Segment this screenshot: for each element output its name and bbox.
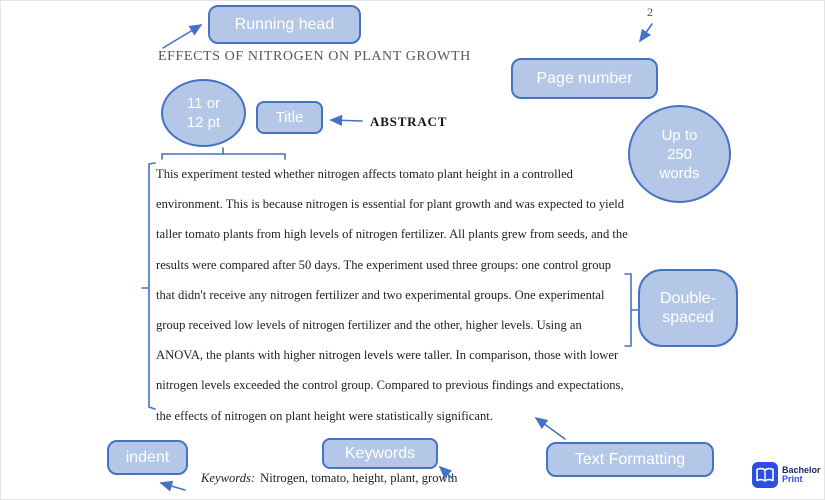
logo-brand-top: Bachelor bbox=[782, 465, 821, 475]
bachelorprint-logo bbox=[751, 461, 821, 489]
arrow-title bbox=[331, 120, 362, 121]
bracket-font-size bbox=[162, 148, 285, 159]
body-line: environment. This is because nitrogen is essential for plant growth and was expected to yield bbox=[156, 197, 625, 212]
callout-indent: indent bbox=[107, 440, 188, 475]
bachelorprint-logo-icon bbox=[751, 461, 779, 489]
callout-word-limit bbox=[628, 105, 731, 203]
body-line: nitrogen levels exceeded the control group. Compared to previous findings and expectations, bbox=[156, 378, 624, 393]
callout-page-number: Page number bbox=[511, 58, 658, 99]
body-line: the effects of nitrogen on plant height were statistically significant. bbox=[156, 408, 493, 423]
callout-running-head: Running head bbox=[208, 5, 361, 44]
callout-text-formatting: Text Formatting bbox=[546, 442, 714, 477]
callout-keywords: Keywords bbox=[322, 438, 438, 469]
body-line: taller tomato plants from high levels of nitrogen fertilizer. All plants grew from seeds, and the bbox=[156, 227, 628, 242]
arrow-running-head bbox=[163, 25, 201, 48]
callout-double-spaced-line: Double- bbox=[659, 290, 717, 307]
body-line: group received low levels of nitrogen fertilizer and the other, higher levels. Using an bbox=[156, 318, 582, 333]
callout-double-spaced bbox=[638, 269, 738, 347]
callout-word-limit-line: 250 bbox=[666, 145, 693, 163]
body-line: that didn't receive any nitrogen fertilizer and two experimental groups. One experimental bbox=[156, 287, 605, 302]
running-head-text: EFFECTS OF NITROGEN ON PLANT GROWTH bbox=[158, 49, 471, 64]
body-line: ANOVA, the plants with higher nitrogen levels were taller. In comparison, those with lower bbox=[156, 348, 619, 363]
callout-font-size bbox=[161, 79, 246, 147]
callout-word-limit-line: words bbox=[659, 164, 700, 182]
keywords-line bbox=[201, 471, 457, 486]
abstract-body bbox=[156, 159, 666, 431]
body-line: results were compared after 50 days. The experiment used three groups: one control group bbox=[156, 257, 612, 272]
logo-brand-bottom: Print bbox=[782, 474, 803, 484]
page-number: 2 bbox=[647, 5, 653, 19]
keywords-value: Nitrogen, tomato, height, plant, growth bbox=[260, 471, 458, 485]
arrow-indent bbox=[161, 483, 185, 490]
bachelorprint-logo-text bbox=[782, 466, 821, 484]
callout-font-size-line: 12 pt bbox=[186, 114, 221, 131]
section-title: ABSTRACT bbox=[370, 114, 448, 129]
callout-font-size-line: 11 or bbox=[186, 95, 221, 112]
body-line: This experiment tested whether nitrogen affects tomato plant height in a controlled bbox=[156, 167, 573, 181]
arrow-page-number bbox=[640, 24, 652, 41]
callout-word-limit-line: Up to bbox=[661, 126, 698, 144]
callout-title: Title bbox=[256, 101, 323, 134]
callout-double-spaced-line: spaced bbox=[662, 309, 714, 326]
bracket-paragraph-left bbox=[142, 163, 155, 409]
keywords-label: Keywords: bbox=[201, 471, 256, 485]
